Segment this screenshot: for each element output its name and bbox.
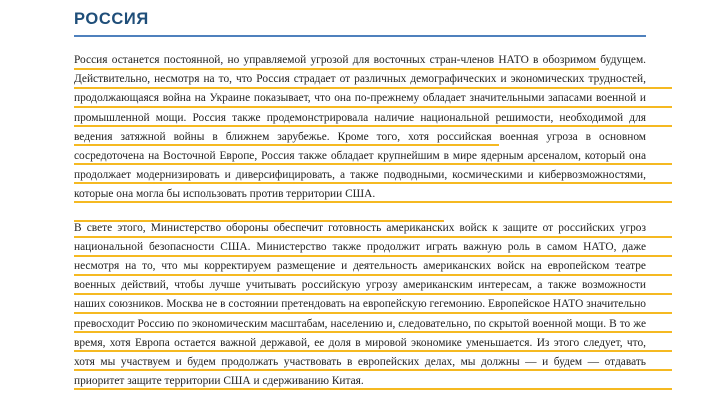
highlight-underline [74,68,599,70]
highlight-underline [74,312,672,314]
document-body [60,37,660,391]
left-margin [0,0,60,405]
highlight-underline [74,369,672,371]
highlight-underline [74,201,672,203]
highlight-underline [74,106,672,108]
highlight-underline [74,388,672,390]
highlight-underline [74,255,672,257]
paragraph-1: Россия останется постоянной, но управляемой угрозой для восточных стран-членов НАТО в обозримом будущем. Действительно, несмотря на то, что Россия страдает от различных демографических и экономических трудностей, продолжающаяся война на Украине показывает, что она по-прежнему обладает значительными запасами военной и промышленной мощи. Россия также продемонстрировала наличие национальной решимости, необходимой для ведения затяжной войны в ближнем зарубежье. Кроме того, хотя российская военная угроза в основном сосредоточена на Восточной Европе, Россия также обладает крупнейшим в мире ядерным арсеналом, который она продолжает модернизировать и диверсифицировать, а также подводными, космическими и кибервозможностями, которые она могла бы использовать против территории США. [74,51,646,205]
highlight-underline [74,293,672,295]
highlight-underline [74,331,672,333]
paragraph-2: В свете этого, Министерство обороны обеспечит готовность американских войск к защите от российских угроз национальной безопасности США. Министерство также продолжит играть важную роль в самом НАТО, даже несмотря на то, что мы корректируем размещение и деятельность американских войск на европейском театре военных действий, чтобы лучше учитывать российскую угрозу американским интересам, а также возможности наших союзников. Москва не в состоянии претендовать на европейскую гегемонию. Европейское НАТО значительно превосходит Россию по экономическим масштабам, населению и, следовательно, по скрытой военной мощи. В то же время, хотя Европа остается важной державой, ее доля в мировой экономике уменьшается. Из этого следует, что, хотя мы участвуем и будем продолжать участвовать в европейских делах, мы должны — и будем — отдавать приоритет защите территории США и сдерживанию Китая. [74,219,646,392]
document-content [60,0,660,405]
right-margin [660,0,720,405]
page-title: РОССИЯ [74,10,149,28]
highlight-underline [74,144,499,146]
highlight-underline [74,236,672,238]
highlight-underline [74,350,672,352]
highlight-underline [74,87,672,89]
highlight-underline [74,125,672,127]
highlight-underline [74,163,672,165]
highlight-underline [74,182,672,184]
highlight-underline [74,274,672,276]
